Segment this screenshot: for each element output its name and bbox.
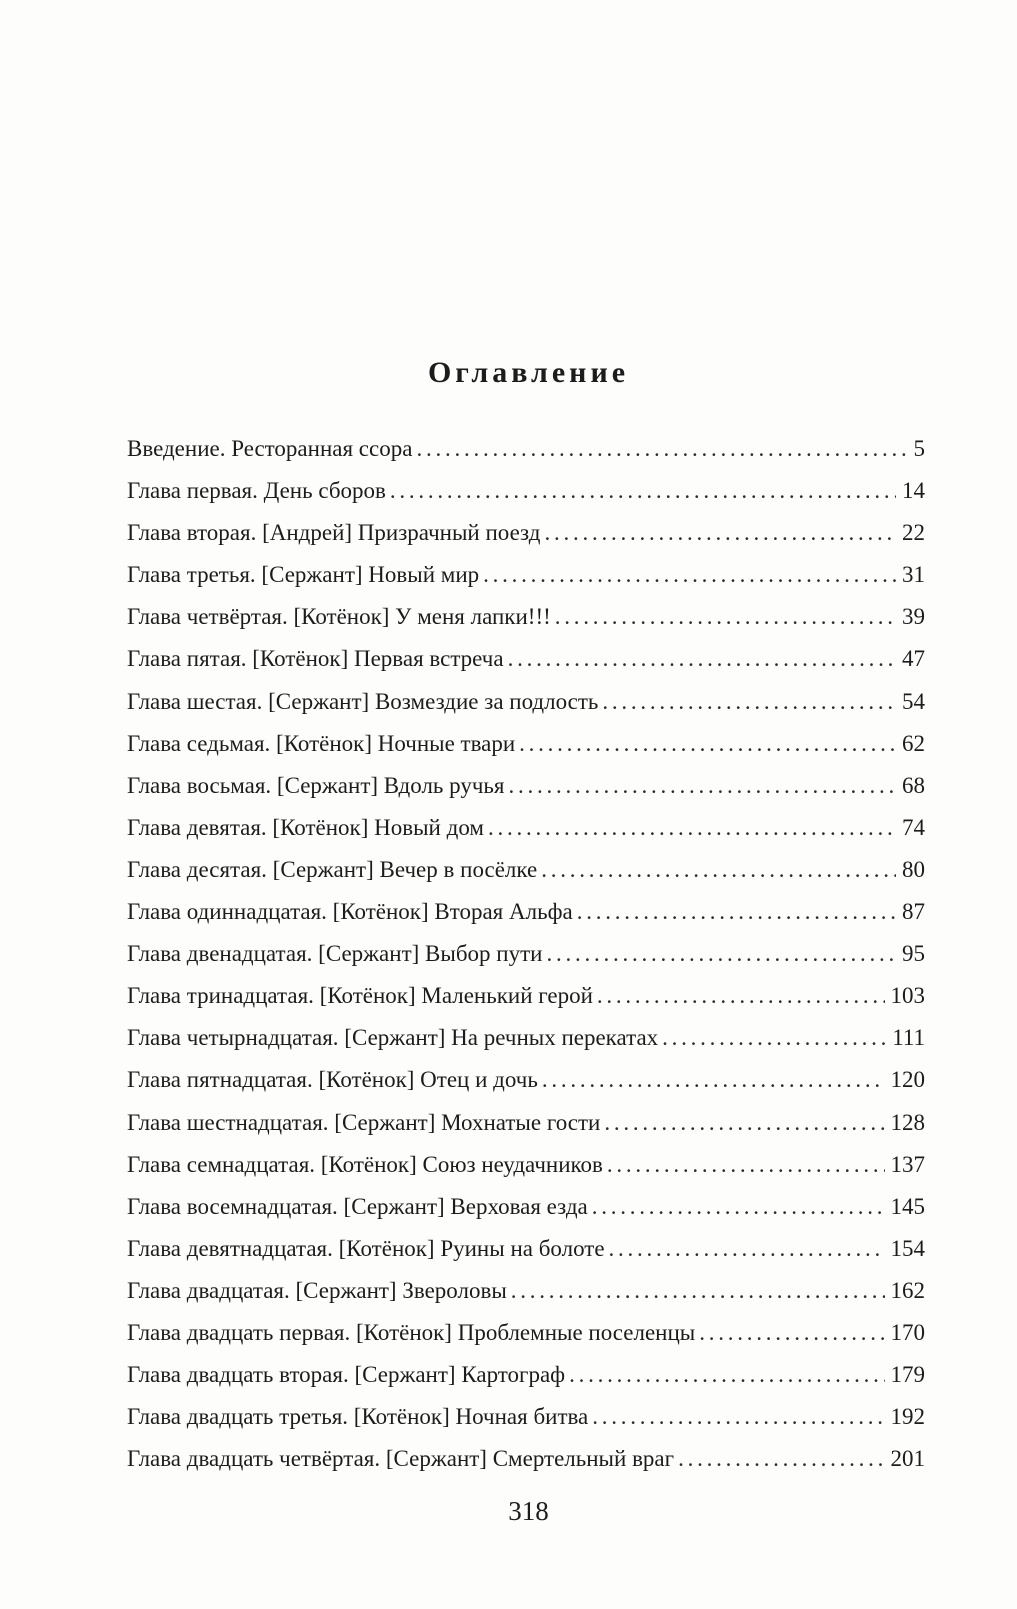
toc-entry-page: 80 [902,856,925,882]
toc-entry-title: Глава двадцать первая. [Котёнок] Проблемные поселенцы [127,1319,696,1345]
dot-leader [569,1354,884,1396]
toc-entry [127,1312,925,1354]
toc-entry-page: 128 [890,1109,925,1135]
toc-entry-page: 54 [902,688,925,714]
toc-entry-page: 87 [902,899,925,925]
dot-leader [390,470,896,512]
toc-entry [127,765,925,807]
toc-entry-title: Глава десятая. [Сержант] Вечер в посёлке [127,856,538,882]
dot-leader [416,428,907,470]
toc-entry [127,1059,925,1101]
toc-entry-title: Глава тринадцатая. [Котёнок] Маленький герой [127,983,593,1009]
dot-leader [542,1059,885,1101]
toc-entry [127,1186,925,1228]
toc-entry [127,428,925,470]
toc-entry [127,1144,925,1186]
toc-entry-title: Глава девятая. [Котёнок] Новый дом [127,814,484,840]
table-of-contents [127,428,925,1480]
toc-entry-title: Глава первая. День сборов [127,478,386,504]
toc-entry [127,470,925,512]
toc-entry [127,1354,925,1396]
dot-leader [546,933,896,975]
dot-leader [592,1186,885,1228]
toc-entry-title: Глава двенадцатая. [Сержант] Выбор пути [127,941,543,967]
toc-entry [127,807,925,849]
toc-entry [127,554,925,596]
toc-entry-title: Глава четырнадцатая. [Сержант] На речных перекатах [127,1025,659,1051]
dot-leader [604,1102,884,1144]
toc-entry-page: 192 [890,1404,925,1430]
toc-entry-title: Глава седьмая. [Котёнок] Ночные твари [127,730,516,756]
toc-entry [127,1270,925,1312]
toc-entry [127,1102,925,1144]
dot-leader [592,1396,884,1438]
toc-entry-page: 74 [902,814,925,840]
toc-entry [127,1438,925,1480]
dot-leader [509,765,896,807]
toc-entry-title: Глава пятнадцатая. [Котёнок] Отец и дочь [127,1067,538,1093]
toc-entry-title: Глава вторая. [Андрей] Призрачный поезд [127,520,541,546]
toc-entry-page: 62 [902,730,925,756]
toc-entry [127,1017,925,1059]
dot-leader [544,512,896,554]
toc-entry-page: 162 [890,1277,925,1303]
toc-entry-page: 95 [902,941,925,967]
dot-leader [577,891,896,933]
dot-leader [678,1438,884,1480]
dot-leader [511,1270,885,1312]
dot-leader [597,975,885,1017]
toc-entry-title: Глава шестнадцатая. [Сержант] Мохнатые гости [127,1109,601,1135]
toc-entry-title: Глава двадцатая. [Сержант] Звероловы [127,1277,507,1303]
dot-leader [602,681,896,723]
dot-leader [541,849,896,891]
toc-entry [127,975,925,1017]
dot-leader [662,1017,886,1059]
toc-entry [127,512,925,554]
toc-entry-page: 201 [890,1446,925,1472]
toc-entry [127,681,925,723]
dot-leader [483,554,896,596]
dot-leader [488,807,896,849]
dot-leader [607,1144,885,1186]
toc-entry-title: Глава двадцать четвёртая. [Сержант] Смертельный враг [127,1446,675,1472]
toc-entry [127,1228,925,1270]
toc-entry-title: Глава восемнадцатая. [Сержант] Верховая езда [127,1193,588,1219]
toc-heading: Оглавление [427,356,630,389]
toc-entry [127,891,925,933]
toc-entry-title: Глава двадцать третья. [Котёнок] Ночная битва [127,1404,589,1430]
toc-entry [127,849,925,891]
toc-entry-title: Глава восьмая. [Сержант] Вдоль ручья [127,772,505,798]
toc-entry-page: 31 [902,562,925,588]
toc-entry-title: Глава пятая. [Котёнок] Первая встреча [127,646,504,672]
page-number: 318 [508,1496,549,1526]
dot-leader [699,1312,884,1354]
toc-entry-page: 5 [913,436,925,461]
toc-entry-page: 22 [902,520,925,546]
toc-entry-title: Глава шестая. [Сержант] Возмездие за подлость [127,688,599,714]
toc-entry-title: Глава семнадцатая. [Котёнок] Союз неудачников [127,1151,603,1177]
toc-entry [127,723,925,765]
toc-entry-page: 179 [890,1362,925,1388]
toc-entry-page: 14 [902,478,925,504]
toc-entry [127,638,925,680]
toc-entry-page: 120 [890,1067,925,1093]
dot-leader [519,723,896,765]
toc-entry-title: Введение. Ресторанная ссора [127,436,413,461]
toc-entry-page: 137 [890,1151,925,1177]
toc-entry-page: 154 [890,1235,925,1261]
toc-entry-page: 103 [890,983,925,1009]
dot-leader [609,1228,885,1270]
toc-entry-page: 170 [890,1319,925,1345]
toc-entry-title: Глава четвёртая. [Котёнок] У меня лапки!!! [127,604,551,630]
toc-entry-title: Глава девятнадцатая. [Котёнок] Руины на болоте [127,1235,605,1261]
toc-entry-page: 39 [902,604,925,630]
toc-entry-page: 145 [890,1193,925,1219]
toc-entry [127,933,925,975]
dot-leader [508,638,896,680]
toc-entry [127,1396,925,1438]
toc-entry [127,596,925,638]
toc-entry-title: Глава двадцать вторая. [Сержант] Картограф [127,1362,566,1388]
toc-entry-page: 68 [902,772,925,798]
toc-entry-page: 111 [892,1025,925,1051]
toc-entry-title: Глава одиннадцатая. [Котёнок] Вторая Альфа [127,899,573,925]
toc-entry-title: Глава третья. [Сержант] Новый мир [127,562,480,588]
dot-leader [555,596,896,638]
toc-entry-page: 47 [902,646,925,672]
